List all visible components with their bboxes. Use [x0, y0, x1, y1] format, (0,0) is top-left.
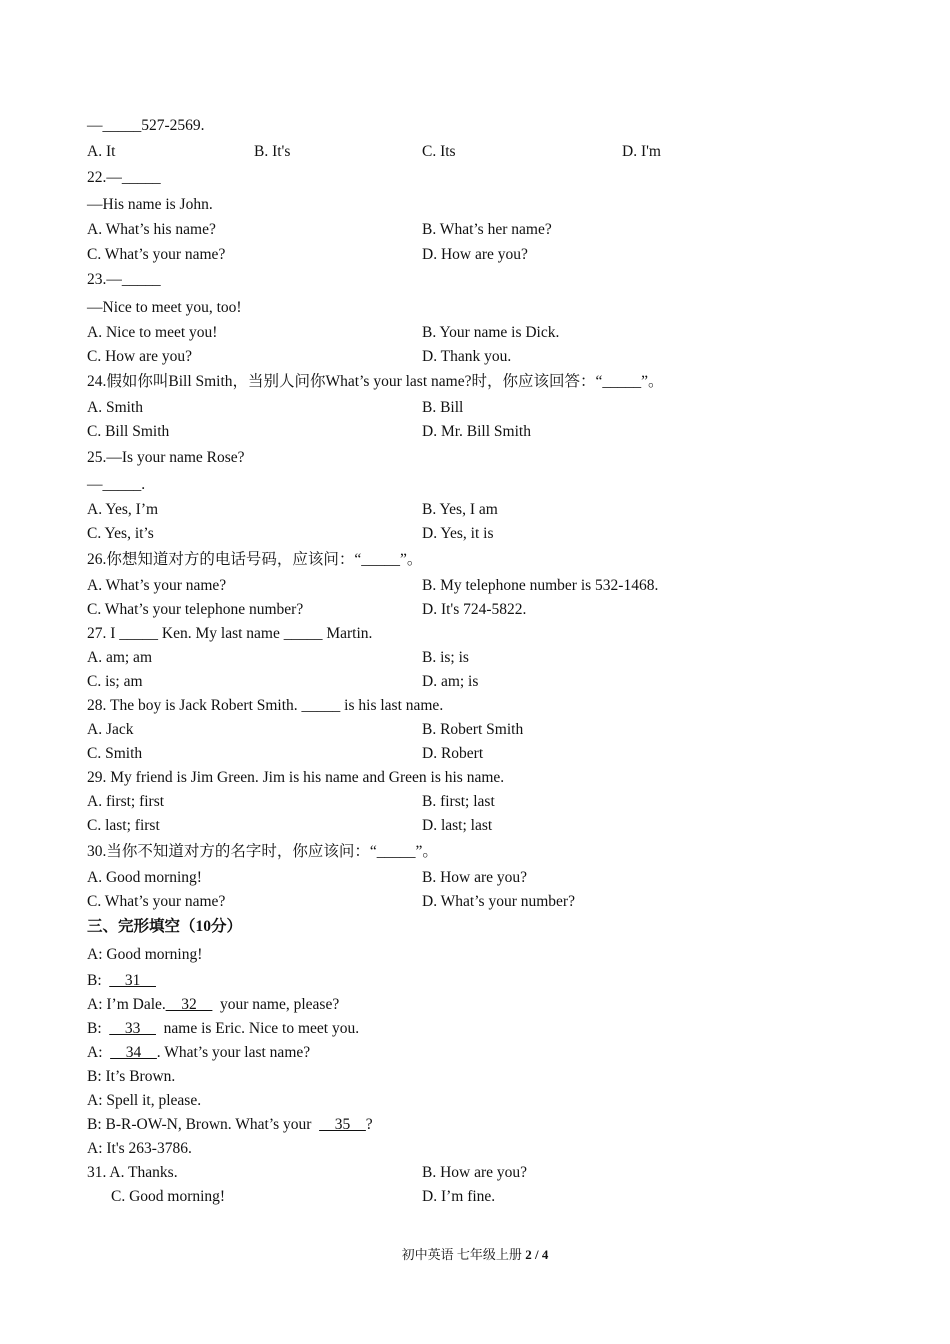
q29-option-b: B. first; last — [422, 793, 495, 810]
dialogue-speaker: A: — [87, 1044, 111, 1061]
q22-reply: —His name is John. — [87, 196, 213, 213]
q21-answer-line: —_____527-2569. — [87, 117, 205, 134]
dialogue-line-9: A: It's 263-3786. — [87, 1140, 192, 1157]
dialogue-line-5 — [87, 1043, 310, 1063]
q26-option-c: C. What’s your telephone number? — [87, 601, 304, 618]
q22-option-a: A. What’s his name? — [87, 221, 216, 238]
q29-stem: 29. My friend is Jim Green. Jim is his name and Green is his name. — [87, 769, 505, 786]
dialogue-text: A: I’m Dale. — [87, 996, 166, 1013]
q22-stem: 22.—_____ — [87, 169, 161, 186]
q21-option-d: D. I'm — [622, 143, 661, 160]
q23-option-b: B. Your name is Dick. — [422, 324, 560, 341]
q25-reply: —_____. — [87, 476, 146, 493]
q22-option-c: C. What’s your name? — [87, 246, 226, 263]
q30-option-d: D. What’s your number? — [422, 893, 575, 910]
dialogue-speaker: B: — [87, 1020, 110, 1037]
section-heading-cloze: 三、完形填空（10分） — [87, 918, 243, 935]
q25-option-a: A. Yes, I’m — [87, 501, 159, 518]
q23-reply: —Nice to meet you, too! — [87, 299, 242, 316]
q30-option-a: A. Good morning! — [87, 869, 202, 886]
dialogue-line-2 — [87, 971, 156, 991]
q30-stem: 30.当你不知道对方的名字时，你应该问：“_____”。 — [87, 843, 438, 860]
q25-option-b: B. Yes, I am — [422, 501, 498, 518]
q23-stem: 23.—_____ — [87, 271, 161, 288]
q31-option-d: D. I’m fine. — [422, 1188, 496, 1205]
q23-option-d: D. Thank you. — [422, 348, 512, 365]
q29-option-d: D. last; last — [422, 817, 493, 834]
q27-option-a: A. am; am — [87, 649, 152, 666]
q24-option-a: A. Smith — [87, 399, 143, 416]
q23-option-a: A. Nice to meet you! — [87, 324, 218, 341]
q27-option-d: D. am; is — [422, 673, 479, 690]
q26-option-b: B. My telephone number is 532-1468. — [422, 577, 659, 594]
q31-option-c: C. Good morning! — [111, 1188, 226, 1205]
q25-stem: 25.—Is your name Rose? — [87, 449, 245, 466]
footer-label: 初中英语 七年级上册 — [401, 1247, 522, 1262]
q27-stem: 27. I _____ Ken. My last name _____ Martin. — [87, 625, 373, 642]
q28-option-a: A. Jack — [87, 721, 134, 738]
blank-34: __34__ — [110, 1044, 157, 1061]
q28-option-c: C. Smith — [87, 745, 143, 762]
q24-option-b: B. Bill — [422, 399, 464, 416]
q28-option-b: B. Robert Smith — [422, 721, 524, 738]
q29-option-c: C. last; first — [87, 817, 160, 834]
q26-option-a: A. What’s your name? — [87, 577, 227, 594]
dialogue-line-3 — [87, 995, 339, 1015]
dialogue-text: . What’s your last name? — [156, 1044, 311, 1061]
q31-option-b: B. How are you? — [422, 1164, 528, 1181]
dialogue-line-4 — [87, 1019, 359, 1039]
q24-option-c: C. Bill Smith — [87, 423, 170, 440]
q25-option-d: D. Yes, it is — [422, 525, 494, 542]
q22-option-b: B. What’s her name? — [422, 221, 552, 238]
q22-option-d: D. How are you? — [422, 246, 528, 263]
q29-option-a: A. first; first — [87, 793, 165, 810]
q25-option-c: C. Yes, it’s — [87, 525, 154, 542]
q26-option-d: D. It's 724-5822. — [422, 601, 527, 618]
page-total: 4 — [541, 1247, 549, 1262]
q21-option-b: B. It's — [254, 143, 291, 160]
dialogue-text: your name, please? — [212, 996, 340, 1013]
dialogue-speaker: B: — [87, 972, 110, 989]
q27-option-c: C. is; am — [87, 673, 143, 690]
blank-33: __33__ — [109, 1020, 156, 1037]
page-footer — [0, 1246, 950, 1264]
q23-option-c: C. How are you? — [87, 348, 193, 365]
dialogue-line-1: A: Good morning! — [87, 946, 203, 963]
q28-option-d: D. Robert — [422, 745, 484, 762]
blank-31: __31__ — [109, 972, 156, 989]
dialogue-line-8 — [87, 1115, 373, 1135]
q26-stem: 26.你想知道对方的电话号码，应该问：“_____”。 — [87, 551, 423, 568]
dialogue-text: B: B-R-OW-N, Brown. What’s your — [87, 1116, 320, 1133]
q27-option-b: B. is; is — [422, 649, 469, 666]
q21-option-c: C. Its — [422, 143, 456, 160]
blank-35: __35__ — [319, 1116, 366, 1133]
q30-option-b: B. How are you? — [422, 869, 528, 886]
q30-option-c: C. What’s your name? — [87, 893, 226, 910]
dialogue-line-6: B: It’s Brown. — [87, 1068, 176, 1085]
q31-option-a: 31. A. Thanks. — [87, 1164, 178, 1181]
dialogue-text: name is Eric. Nice to meet you. — [155, 1020, 360, 1037]
dialogue-text: ? — [365, 1116, 373, 1133]
blank-32: __32__ — [165, 996, 213, 1013]
q24-stem: 24.假如你叫Bill Smith，当别人问你What’s your last name?时，你应该回答：“_____”。 — [87, 373, 664, 390]
page-separator: / — [531, 1247, 542, 1262]
q28-stem: 28. The boy is Jack Robert Smith. _____ is his last name. — [87, 697, 444, 714]
q24-option-d: D. Mr. Bill Smith — [422, 423, 531, 440]
dialogue-line-7: A: Spell it, please. — [87, 1092, 202, 1109]
q21-option-a: A. It — [87, 143, 116, 160]
page-number: 2 — [525, 1247, 532, 1262]
